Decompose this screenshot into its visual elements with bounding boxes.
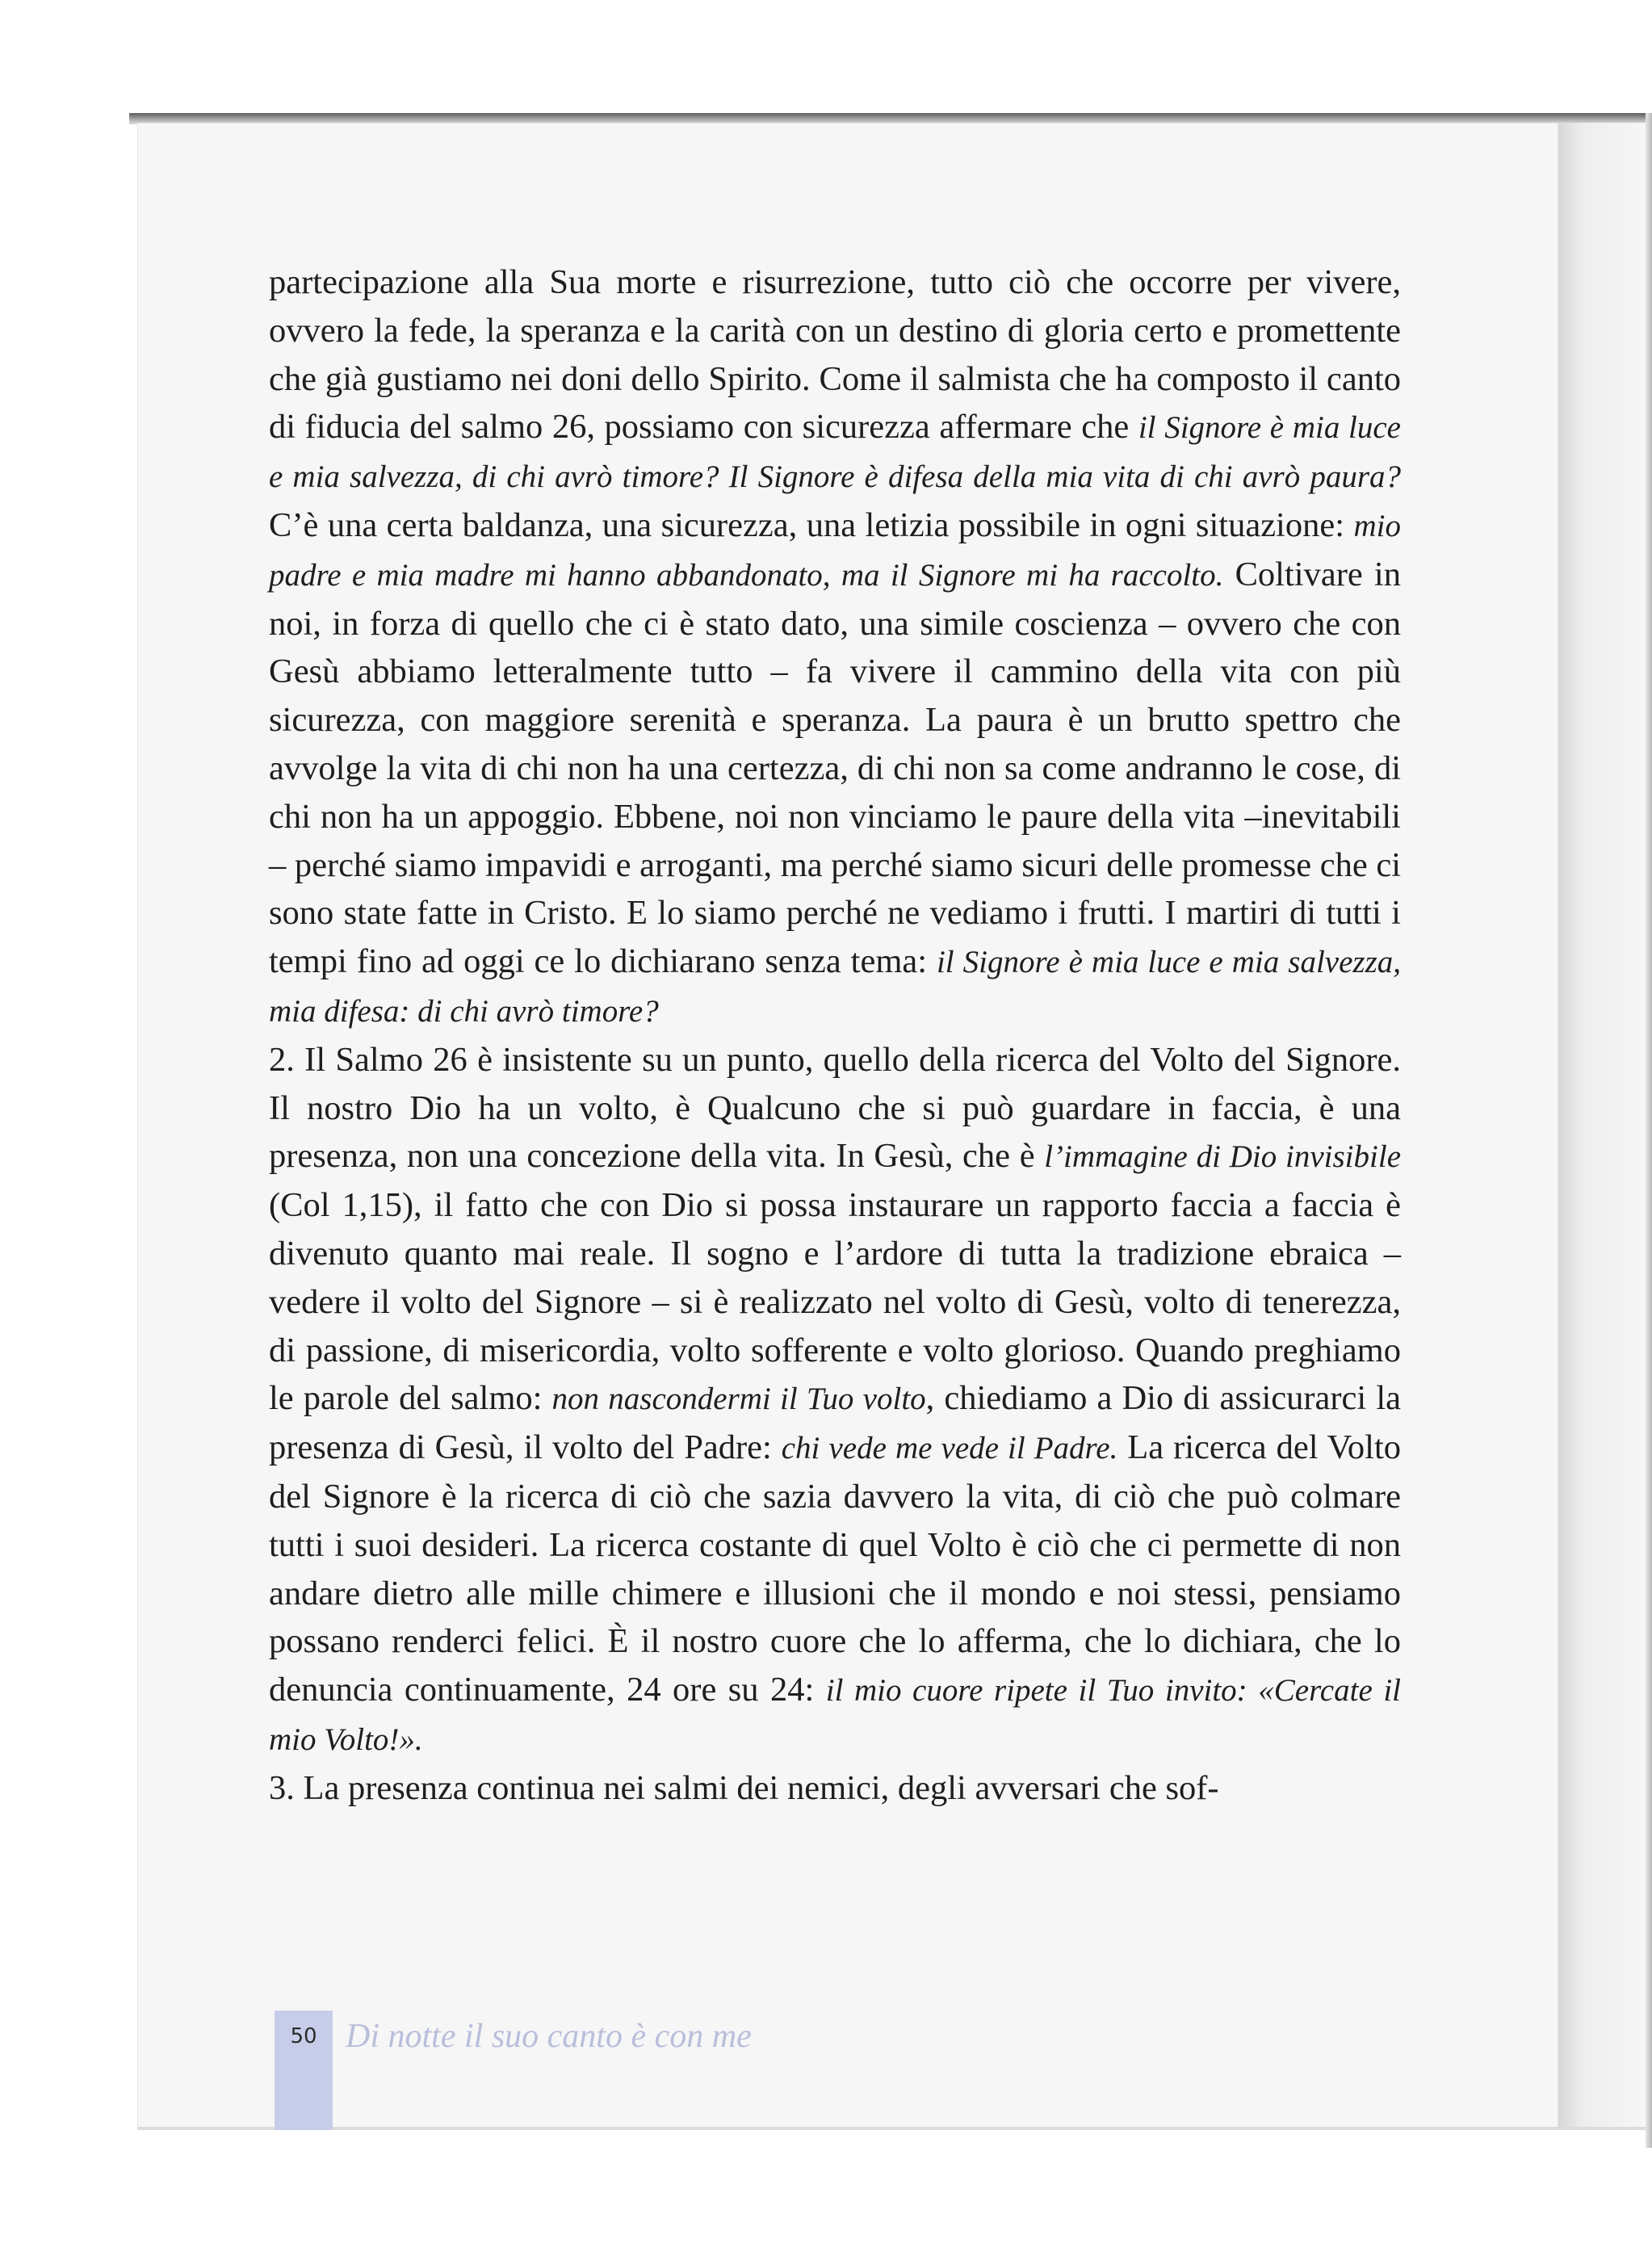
paragraph-1 [269,258,1401,1036]
text-run: , chiediamo a Dio di assicurarci la presenza di Gesù, il volto del Padre: [269,1379,1401,1467]
psalm-quote: non nascondermi il Tuo volto [551,1382,926,1417]
scripture-quote: l’immagine di Dio invisibile [1044,1139,1401,1175]
text-run: (Col 1,15), il fatto che con Dio si possa instaurare un rapporto faccia a faccia è divenuto quanto mai reale. Il sogno e l’ardore di tutta la tradizione ebraica – vedere il volto del Signore – si è realizzato nel volto di Gesù, volto di tenerezza, di passione, di misericordia, volto sofferente e volto glorioso. Quando preghiamo le parole del salmo: [269,1186,1401,1418]
page-bottom-edge [137,2127,1646,2130]
page-number: 50 [290,2024,317,2049]
scan-edge-right [1646,113,1652,2148]
running-title: Di notte il suo canto è con me [346,2018,752,2055]
text-run: La ricerca del Volto del Signore è la ricerca di ciò che sazia davvero la vita, di ciò che può colmare tutti i suoi desideri. La ricerca costante di quel Volto è ciò che ci permette di non andare dietro alle mille chimere e illusioni che il mondo e noi stessi, pensiamo possano renderci felici. È il nostro cuore che lo afferma, che lo dichiara, che lo denuncia continuamente, 24 ore su 24: [269,1428,1402,1709]
psalm-quote: il Signore è mia luce e mia salvezza, di chi avrò timore? Il Signore è difesa della mia vita di chi avrò paura? [269,410,1401,495]
paragraph-3 [269,1764,1401,1813]
text-run: C’è una certa baldanza, una sicurezza, una letizia possibile in ogni situazione: [269,505,1354,544]
text-run: 3. La presenza continua nei salmi dei nemici, degli avversari che sof- [269,1768,1219,1807]
body-text [269,258,1401,1813]
psalm-quote: il mio cuore ripete il Tuo invito: «Cercate il mio Volto!». [269,1673,1401,1757]
text-run: Coltivare in noi, in forza di quello che ci è stato dato, una simile coscienza – ovvero che con Gesù abbiamo letteralmente tutto – fa vivere il cammino della vita con più sicurezza, con maggiore serenità e speranza. La paura è un brutto spettro che avvolge la vita di chi non ha una certezza, di chi non sa come andranno le cose, di chi non ha un appoggio. Ebbene, noi non vinciamo le paure della vita –inevitabili – perché siamo impavidi e arroganti, ma perché siamo sicuri delle promesse che ci sono state fatte in Cristo. E lo siamo perché ne vediamo i frutti. I martiri di tutti i tempi fino ad oggi ce lo dichiarano senza tema: [269,555,1401,981]
scripture-quote: chi vede me vede il Padre. [781,1431,1118,1466]
page-fold [1558,123,1646,2128]
text-run: 2. Il Salmo 26 è insistente su un punto, quello della ricerca del Volto del Signore. Il nostro Dio ha un volto, è Qualcuno che si può guardare in faccia, è una presenza, non una concezione della vita. In Gesù, che è [269,1040,1401,1176]
psalm-quote: mio padre e mia madre mi hanno abbandonato, ma il Signore mi ha raccolto. [269,508,1401,593]
paragraph-2 [269,1036,1401,1764]
psalm-quote: il Signore è mia luce e mia salvezza, mia difesa: di chi avrò timore? [269,945,1402,1029]
text-run: partecipazione alla Sua morte e risurrezione, tutto ciò che occorre per vivere, ovvero la fede, la speranza e la carità con un destino di gloria certo e promettente che già gustiamo nei doni dello Spirito. Come il salmista che ha composto il canto di fiducia del salmo 26, possiamo con sicurezza affermare che [269,263,1401,447]
